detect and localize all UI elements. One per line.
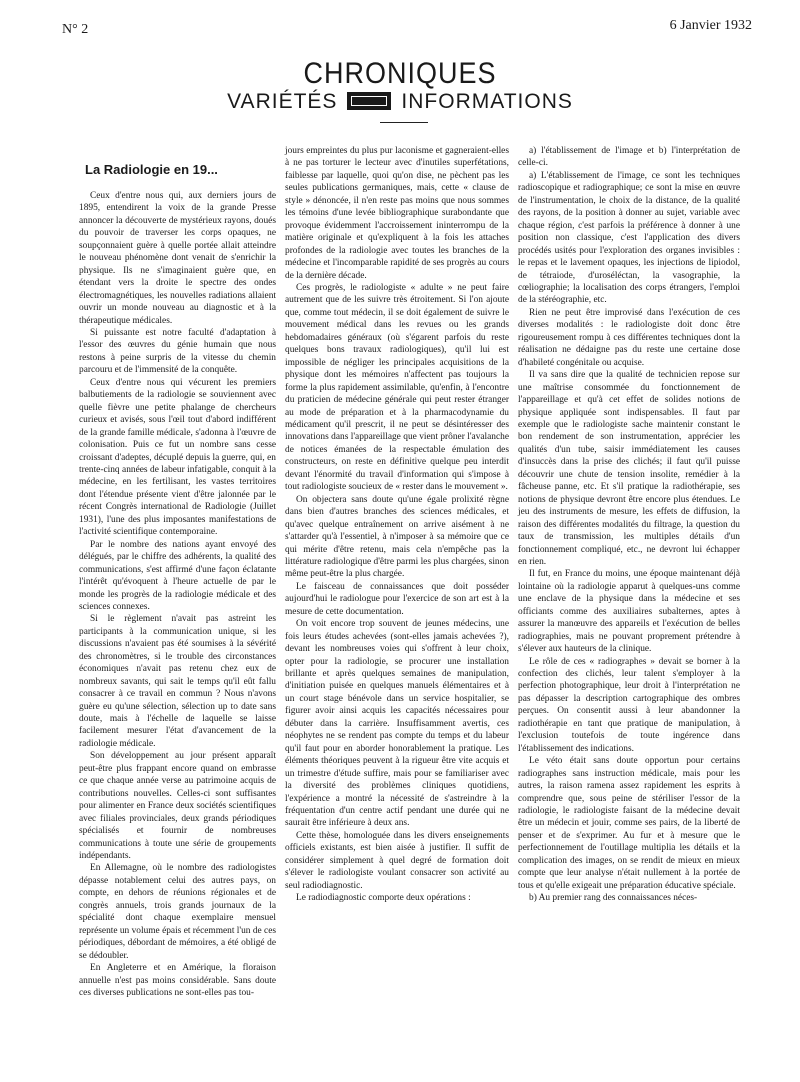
article-paragraph: Ceux d'entre nous qui, aux derniers jours de 1895, entendirent la voix de la grande Presse annoncer la découverte de mystérieux rayons, doués du pouvoir de traverser les corps opaques, ne soupçonnaient guère à quelle portée allait atteindre le nouveau phénomène dont venait de s'enrichir la physique. Ils ne s'imaginaient guère que, en étendant vers la droite le spectre des ondes électromagnétiques, les nouvelles radiations allaient ouvrir un monde nouveau au diagnostic et à la thérapeutique médicales. — [79, 191, 276, 326]
masthead-title: CHRONIQUES — [303, 56, 497, 90]
article-paragraph: En Allemagne, où le nombre des radiologistes dépasse notablement celui des autres pays, on compte, en dehors de réunions régionales et de congrès annuels, trois grands journaux de la spécialité dont chaque exemplaire mensuel représente un volume épais et récemment l'un de ces périodiques, débordant de mémoires, a été obligé de se dédoubler. — [79, 863, 276, 961]
column-2-body — [285, 145, 509, 905]
ornament-icon — [347, 92, 391, 110]
article-paragraph: Le véto était sans doute opportun pour certains radiographes sans instruction médicale, mais pour les autres, la raison ramena assez rapidement les esprits à comprendre que, sous peine de stériliser l'essor de la radiologie, le radiologiste faisant de la médecine devait être un médecin et jouir, comme ses pairs, de la liberté de penser et de s'exprimer. Au fur et à mesure que le perfectionnement de l'outillage multiplia les détails et la complication des images, on se rendit de mieux en mieux compte que leur analyse n'était nullement à la portée de tous et qu'elle exigeait une préparation éducative spéciale. — [518, 756, 740, 891]
article-paragraph: Si puissante est notre faculté d'adaptation à l'essor des œuvres du génie humain que nous restons à peine surpris de la vitesse du chemin parcouru et de l'immensité de la conquête. — [79, 327, 276, 376]
masthead-rule — [380, 122, 428, 123]
article-paragraph: Ces progrès, le radiologiste « adulte » ne peut faire autrement que de les suivre très étroitement. Si l'on ajoute que, comme tout médecin, il se doit également de suivre le mouvement médical dans les revues ou les grands hebdomadaires généraux (où s'égarent parfois du reste quelques bons travaux radiologiques), qu'il lui est impossible de négliger les principales acquisitions de la physique dont les mémoires n'affectent pas toujours la forme la plus rapidement assimilable, qu'enfin, à l'encontre du praticien de médecine générale qui peut rester étranger au mode de préparation et à la pharmacodynamie du médicament qu'il prescrit, il ne peut se désintéresser des innovations dans l'appareillage que vient prôner l'avalanche de notices émanées de la respectable émulation des constructeurs, on reste en définitive quelque peu interdit devant l'énormité du travail d'information qui s'impose à tout radiologiste soucieux de « rester dans le mouvement ». — [285, 282, 509, 493]
article-paragraph: a) l'établissement de l'image et b) l'interprétation de celle-ci. — [518, 146, 740, 169]
article-column-2 — [285, 145, 509, 905]
article-paragraph: Par le nombre des nations ayant envoyé des délégués, par le chiffre des adhérents, la qualité des communications, s'est affirmé d'une façon éclatante l'intérêt qu'évoquent à l'heure actuelle de par le monde les progrès de la radiologie médicale et des sciences connexes. — [79, 539, 276, 612]
column-3-body — [518, 145, 740, 905]
article-title: La Radiologie en 19... — [85, 162, 218, 177]
article-paragraph: Rien ne peut être improvisé dans l'exécution de ces diverses modalités : le radiologiste doit donc être rigoureusement rompu à ces différentes techniques dont la réalisation ne dédaigne pas du reste une certaine dose d'habileté congénitale ou acquise. — [518, 307, 740, 368]
article-paragraph: a) L'établissement de l'image, ce sont les techniques radioscopique et radiographique; ce sont la mise en œuvre de l'instrumentation, le choix de la distance, de la qualité des rayons, de la position à donner au sujet, variable avec chaque région, c'est parfois la préférence à donner à une position non classique, c'est l'application des divers procédés usités pour l'exploration des organes invisibles : le repas et le lavement opaques, les injections de lipiodol, de tétraiode, d'uroséléctan, la vasographie, la cœliographie; la localisation des corps étrangers, l'emploi de la stéréographie, etc. — [518, 170, 740, 306]
article-paragraph: On voit encore trop souvent de jeunes médecins, une fois leurs études achevées (sont-elles jamais achevées ?), devant les nombreuses voies qui s'offrent à leur choix, opter pour la radiologie, se procurer une installation brillante et après quelques semaines de manipulation, d'initiation puisée en quelques manuels élémentaires et à un court stage bénévole dans un service hospitalier, se figurer avoir ainsi acquis les capacités nécessaires pour débuter dans la carrière. Insuffisamment avertis, ces néophytes ne se rendent pas compte du temps et du labeur qu'il faut pour en aborder honorablement la pratique. Les éléments théoriques peuvent à la rigueur être vite acquis et un trimestre d'étude suffire, mais pour se familiariser avec la diversité des problèmes cliniques quotidiens, l'expérience a montré la nécessité de s'astreindre à la fréquentation d'un centre actif pendant une durée qui ne saurait être inférieure à deux ans. — [285, 619, 509, 829]
article-paragraph: En Angleterre et en Amérique, la floraison annuelle n'est pas moins considérable. Sans doute ces diverses publications ne sont-elles pas tou- — [79, 963, 276, 998]
masthead-subtitle — [0, 90, 800, 114]
issue-date: 6 Janvier 1932 — [669, 18, 752, 33]
article-paragraph: b) Au premier rang des connaissances néces- — [529, 893, 698, 904]
article-paragraph: Si le règlement n'avait pas astreint les participants à la communication unique, si les discussions n'avaient pas été soumises à la sévérité des chronomètres, si le trouble des circonstances économiques n'avait pas retenu chez eux de nombreux savants, qui sait le temps qu'il eût fallu consacrer à ce travail en commun ? Nous n'avons guère eu qu'une sélection, sélection up to date sans doute, mais à l'échelle de laquelle se laisse facilement mesurer l'état d'avancement de la radiologie médicale. — [79, 614, 276, 749]
article-column-1 — [79, 158, 276, 999]
article-paragraph: Le rôle de ces « radiographes » devait se borner à la confection des clichés, leur talent s'employer à la perfection photographique, leur droit à l'interprétation ne pas dépasser la description cartographique des ombres perçues. On consentit aussi à leur abandonner la radiothérapie en tant que pratique de manipulation, à l'exclusion toutefois de toute ingérence dans l'établissement des indications. — [518, 656, 740, 754]
article-paragraph: jours empreintes du plus pur laconisme et gagneraient-elles à ne pas torturer le lecteur avec d'inutiles superfétations, faiblesse par laquelle, quoi qu'on dise, ne pèchent pas les seules publications germaniques, mais, cette « clause de style » dénoncée, il n'en reste pas moins que nous sommes les témoins d'une levée bibliographique surabondante que provoque évidemment l'accroissement ininterrompu de la matière originale et qu'expliquent à la fois les attaches profondes de la radiologie avec toutes les branches de la médecine et l'incomparable rapidité de ses progrès au cours de la dernière décade. — [285, 146, 509, 281]
masthead — [0, 58, 800, 114]
article-paragraph: Il fut, en France du moins, une époque maintenant déjà lointaine où la radiologie apparut à quelques-uns comme une enclave de la physique dans la médecine et ses officiants comme des auxiliaires subalternes, aptes à assurer la manœuvre des appareils et l'exécution de belles radiographies, mais ne pouvant proprement prétendre à s'élever aux hauteurs de la clinique. — [518, 569, 740, 655]
article-paragraph: Le radiodiagnostic comporte deux opérations : — [296, 893, 471, 904]
subtitle-right: INFORMATIONS — [401, 90, 573, 113]
article-paragraph: On objectera sans doute qu'une égale prolixité règne dans bien d'autres branches des sciences médicales, et qu'avec quelque entraînement on arrive aisément à ne s'attarder qu'à l'essentiel, à n'imposer à sa mémoire que ce qui mérite d'être retenu, mais cela n'empêche pas la littérature radiologique d'être parmi les plus chargées, sinon même peut-être la plus chargée. — [285, 494, 509, 580]
article-paragraph: Il va sans dire que la qualité de technicien repose sur une maîtrise consommée du fonctionnement de l'appareillage et qu'à cet effet de solides notions de physique appliquée sont indispensables. Il faut par exemple que le radiologiste sache maintenir constant le bon rendement de son instrumentation, apprécier les qualités d'un tube, saisir immédiatement les causes d'insuccès dans la prise des clichés; il faut qu'il puisse découvrir une chute de tension insolite, remédier à la fâcheuse panne, etc. Et s'il pratique la radiothérapie, ses notions de physique devront être encore plus étendues. Le jeu des instruments de mesure, les effets de diffusion, la raison des différentes modalités du filtrage, la question du taux de transmission, les multiples détails d'un fonctionnement compliqué, etc., ne devront lui échapper en rien. — [518, 370, 740, 567]
article-paragraph: Son développement au jour présent apparaît peut-être plus frappant encore quand on embrasse ce que chaque année verse au patrimoine acquis de contributions nouvelles. Celles-ci sont suffisantes pour alimenter en France deux sociétés scientifiques avec filiales provinciales, deux grands périodiques spécialisés et fournir de nombreuses communications à toute une série de groupements indépendants. — [79, 751, 276, 862]
article-paragraph: Le faisceau de connaissances que doit posséder aujourd'hui le radiologue pour l'exercice de son art est à la mesure de cette documentation. — [285, 581, 509, 617]
subtitle-left: VARIÉTÉS — [227, 90, 338, 113]
article-column-3 — [518, 145, 740, 905]
column-1-body — [79, 190, 276, 999]
article-paragraph: Cette thèse, homologuée dans les divers enseignements officiels existants, est bien aisée à justifier. Il suffit de considérer simplement à quel degré de formation doit s'élever le radiologiste voulant consacrer son activité au seul radiodiagnostic. — [285, 830, 509, 891]
issue-number: N° 2 — [62, 22, 89, 37]
article-paragraph: Ceux d'entre nous qui vécurent les premiers balbutiements de la radiologie se souviennent avec quelle fièvre une petite phalange de chercheurs curieux et avisés, sous l'œil tout d'abord indifférent de la grande famille médicale, s'adonna à l'œuvre de colonisation. Puis ce fut un nombre sans cesse croissant d'adeptes, décuplé depuis la guerre, qui, en trente-cinq années de labeur infatigable, conquit à la médecine, en les fertilisant, les vastes territoires dont l'étendue présente vient d'être jalonnée par le récent Congrès international de Radiologie (Juillet 1931), l'une des plus imposantes manifestations de l'activité scientifique contemporaine. — [79, 377, 276, 538]
